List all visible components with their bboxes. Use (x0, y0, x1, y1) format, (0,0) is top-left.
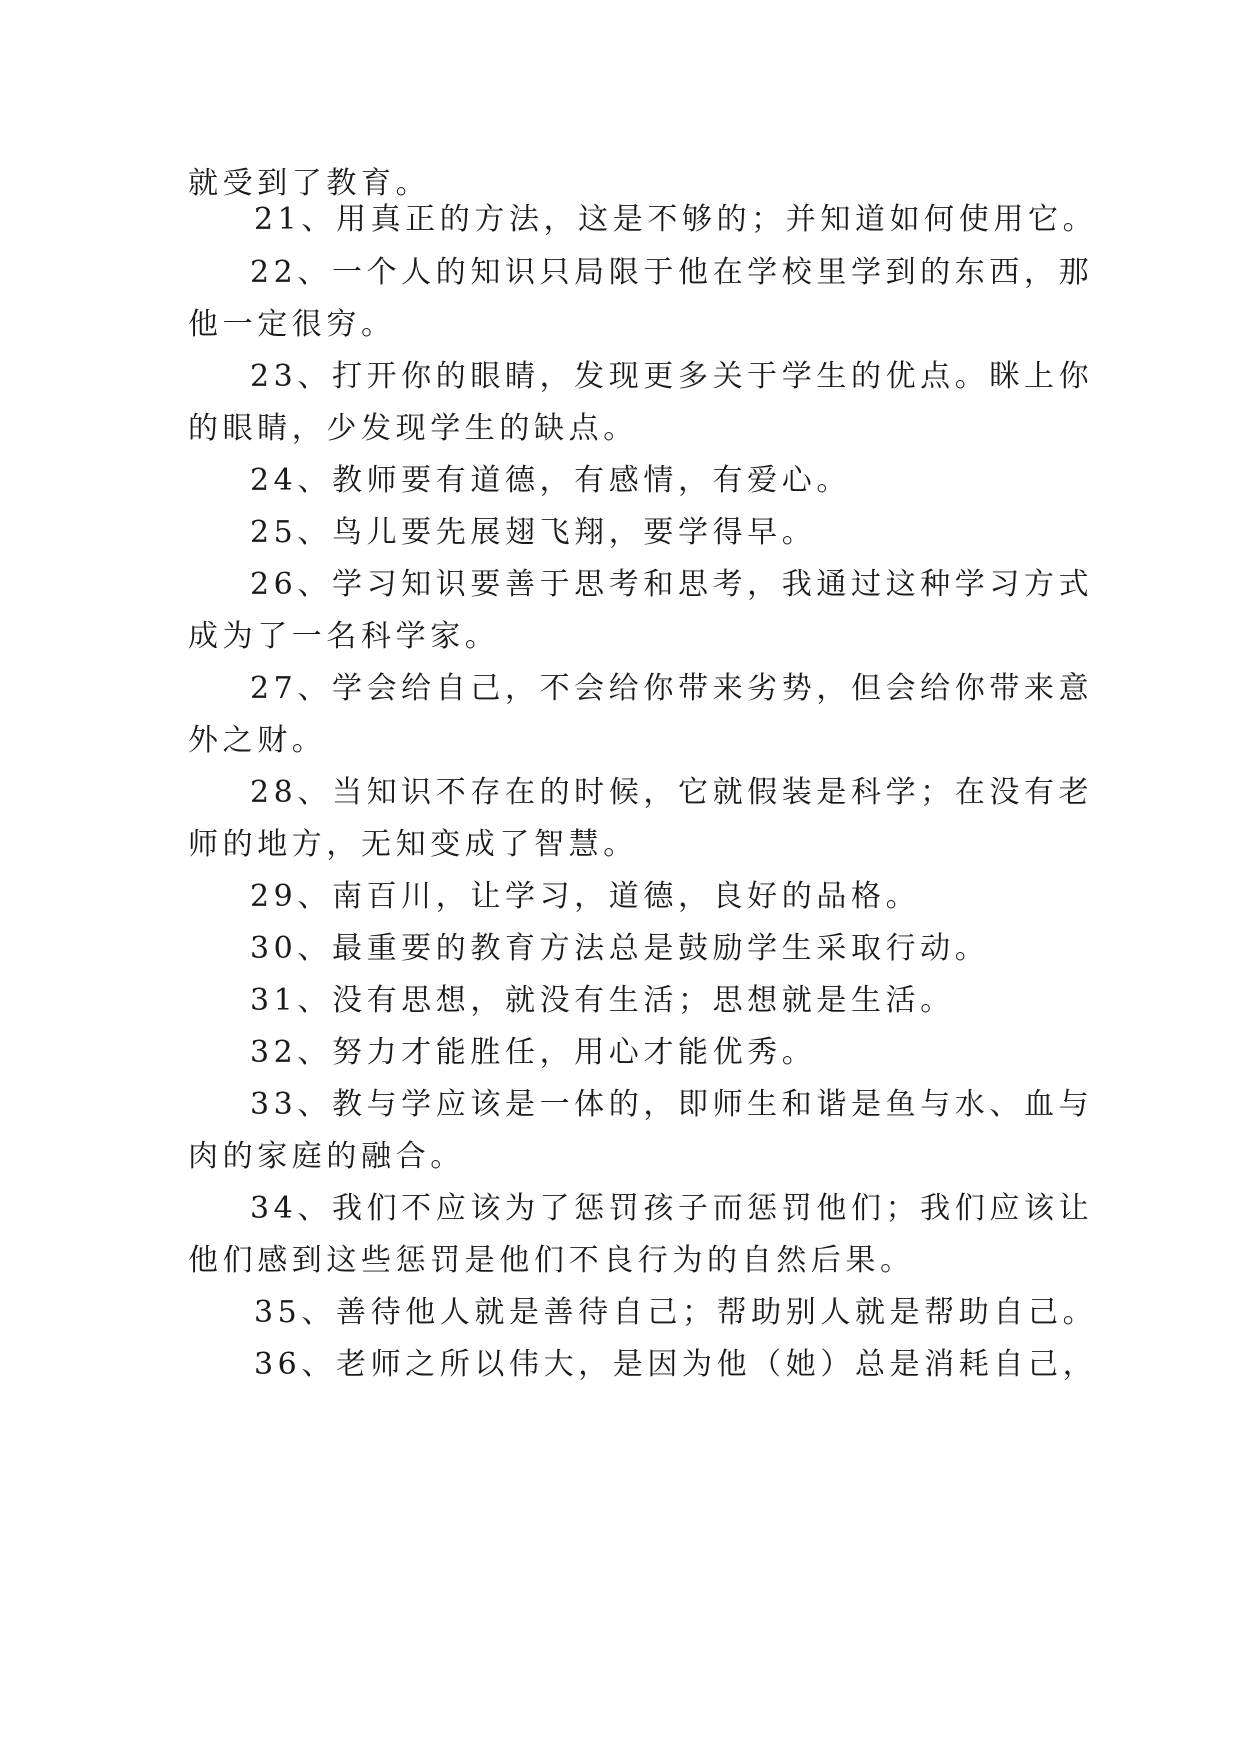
text-line: 27、学会给自己，不会给你带来劣势，但会给你带来意 (250, 671, 1094, 706)
text-line: 他们感到这些惩罚是他们不良行为的自然后果。 (188, 1243, 915, 1278)
text-line: 35、善待他人就是善待自己；帮助别人就是帮助自己。 (254, 1295, 1098, 1330)
text-line: 26、学习知识要善于思考和思考，我通过这种学习方式 (250, 567, 1094, 602)
text-line: 22、一个人的知识只局限于他在学校里学到的东西，那 (250, 255, 1094, 290)
text-line: 成为了一名科学家。 (188, 619, 500, 654)
text-line: 肉的家庭的融合。 (188, 1139, 465, 1174)
text-line: 29、南百川，让学习，道德，良好的品格。 (250, 879, 921, 914)
text-line: 34、我们不应该为了惩罚孩子而惩罚他们；我们应该让 (250, 1191, 1094, 1226)
text-line: 36、老师之所以伟大，是因为他（她）总是消耗自己， (254, 1347, 1098, 1382)
text-line: 24、教师要有道德，有感情，有爱心。 (250, 463, 851, 498)
text-line: 23、打开你的眼睛，发现更多关于学生的优点。眯上你 (250, 359, 1094, 394)
text-line: 32、努力才能胜任，用心才能优秀。 (250, 1035, 817, 1070)
text-line: 他一定很穷。 (188, 307, 396, 342)
text-line: 25、鸟儿要先展翅飞翔，要学得早。 (250, 515, 817, 550)
text-line: 外之财。 (188, 723, 327, 758)
text-line: 28、当知识不存在的时候，它就假装是科学；在没有老 (250, 775, 1094, 810)
text-line: 师的地方，无知变成了智慧。 (188, 827, 638, 862)
text-line: 33、教与学应该是一体的，即师生和谐是鱼与水、血与 (250, 1087, 1094, 1122)
text-line: 就受到了教育。 (188, 166, 431, 201)
text-line: 的眼睛，少发现学生的缺点。 (188, 411, 638, 446)
text-line: 30、最重要的教育方法总是鼓励学生采取行动。 (250, 931, 990, 966)
text-line: 21、用真正的方法，这是不够的；并知道如何使用它。 (254, 202, 1098, 237)
text-line: 31、没有思想，就没有生活；思想就是生活。 (250, 983, 955, 1018)
